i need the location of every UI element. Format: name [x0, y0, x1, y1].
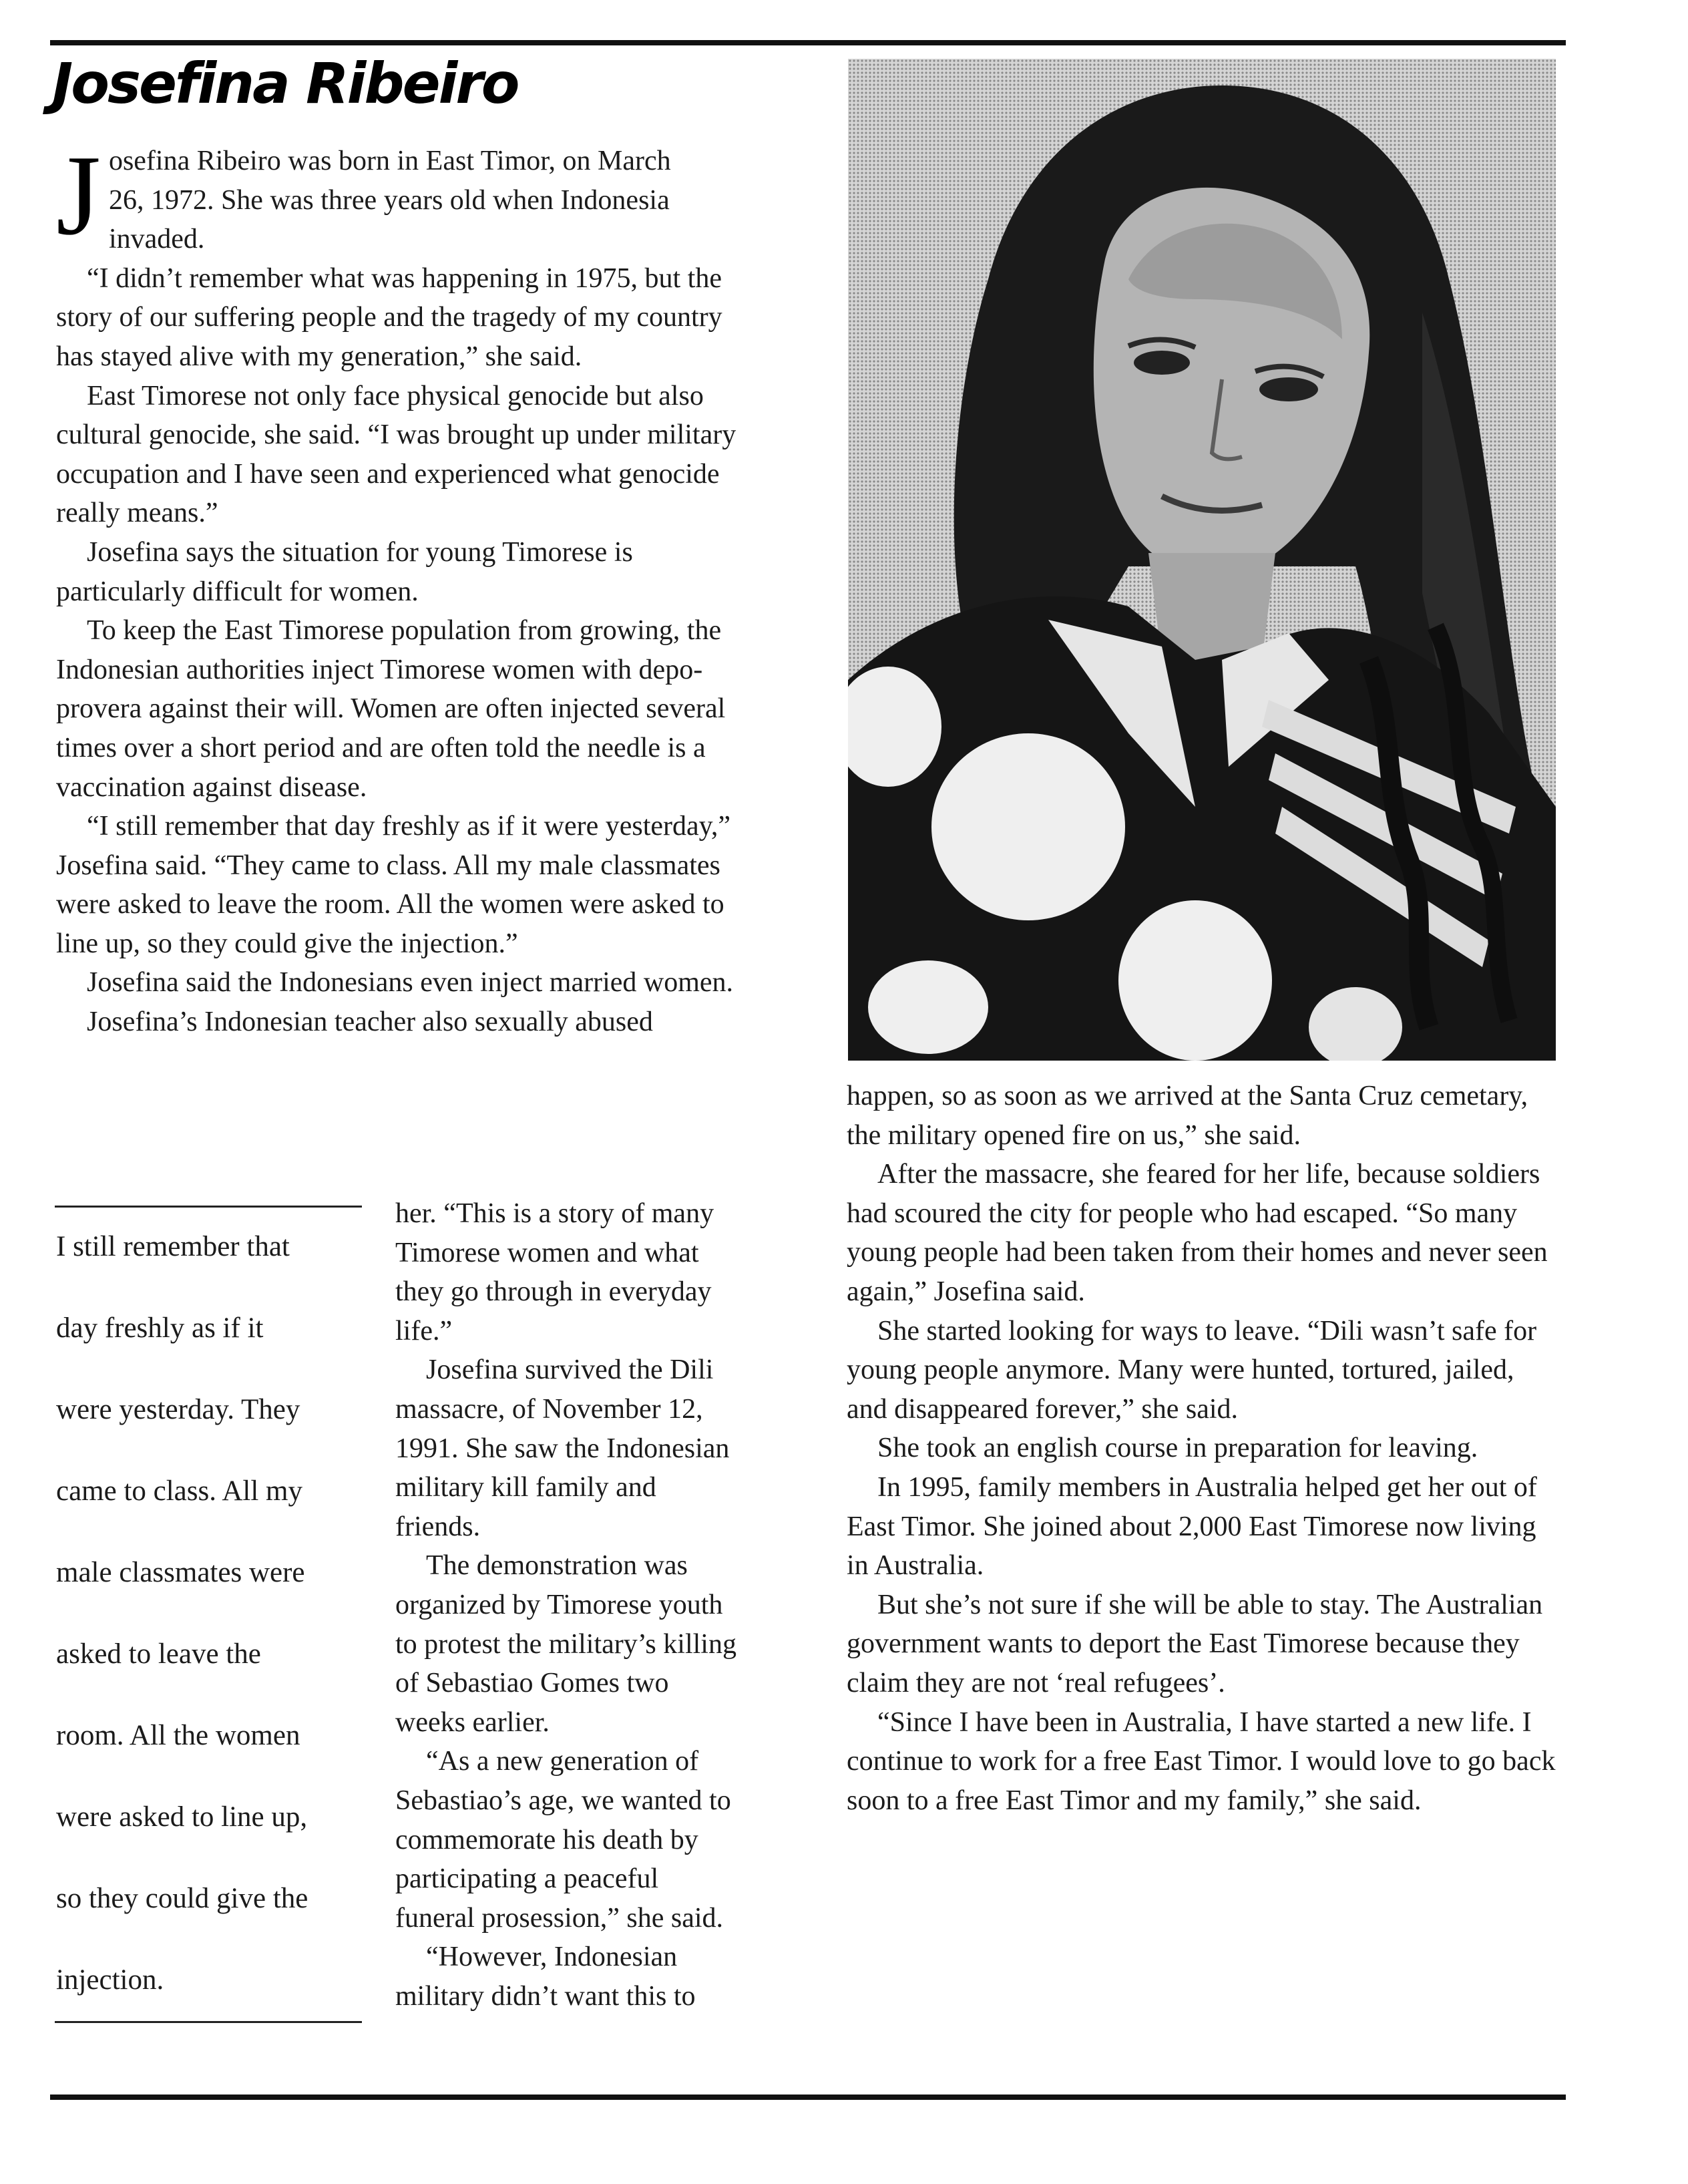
portrait-illustration [848, 59, 1556, 1061]
middle-column [395, 1194, 743, 2016]
top-rule [50, 40, 1566, 45]
pull-quote-bottom-rule [55, 2021, 362, 2023]
paragraph: The demonstration was organized by Timorese youth to protest the military’s killing of Sebastiao Gomes two weeks earlier. [395, 1550, 736, 1738]
paragraph: “I didn’t remember what was happening in 1975, but the story of our suffering people and the tragedy of my country has stayed alive with my generation,” she said. [56, 262, 722, 372]
paragraph: “As a new generation of Sebastiao’s age, we wanted to commemorate his death by participating a peaceful funeral prosession,” she said. [395, 1746, 731, 1934]
headline: Josefina Ribeiro [52, 51, 518, 116]
paragraph: Josefina survived the Dili massacre, of November 12, 1991. She saw the Indonesian military kill family and friends. [395, 1354, 730, 1542]
paragraph: After the massacre, she feared for her life, because soldiers had scoured the city for people who had escaped. “So many young people had been taken from their homes and never seen again,” Josefina said. [847, 1159, 1548, 1307]
pull-quote [55, 1206, 362, 2023]
paragraph: “However, Indonesian military didn’t want this to [395, 1942, 696, 2012]
pull-quote-line: were yesterday. They [56, 1394, 300, 1425]
paragraph: happen, so as soon as we arrived at the Santa Cruz cemetary, the military opened fire on us,” she said. [847, 1081, 1528, 1151]
paragraph: Josefina said the Indonesians even inject married women. [87, 967, 734, 998]
pull-quote-line: room. All the women [56, 1720, 300, 1751]
pull-quote-line: I still remember that [56, 1231, 290, 1262]
paragraph: She took an english course in preparation for leaving. [877, 1433, 1478, 1464]
paragraph: her. “This is a story of many Timorese women and what they go through in everyday life.” [395, 1198, 714, 1346]
pull-quote-line: were asked to line up, [56, 1801, 308, 1833]
left-column [56, 132, 744, 1042]
drop-cap: J [56, 132, 101, 259]
pull-quote-line: day freshly as if it [56, 1312, 264, 1344]
pull-quote-line: asked to leave the [56, 1638, 261, 1670]
intro-line: invaded. [108, 224, 205, 255]
portrait-photo [848, 59, 1556, 1061]
pull-quote-line: so they could give the [56, 1883, 308, 1914]
paragraph: She started looking for ways to leave. “Dili wasn’t safe for young people anymore. Many were hunted, tortured, jailed, and disappeared forever,” she said. [847, 1315, 1537, 1425]
paragraph: East Timorese not only face physical genocide but also cultural genocide, she said. “I was brought up under military occupation and I have seen and experienced what genocide really means.” [56, 380, 736, 529]
bottom-rule [50, 2095, 1566, 2100]
pull-quote-line: male classmates were [56, 1557, 305, 1588]
paragraph: Josefina says the situation for young Timorese is particularly difficult for women. [56, 536, 633, 607]
right-column [847, 1077, 1558, 1820]
paragraph: In 1995, family members in Australia helped get her out of East Timor. She joined about 2,000 East Timorese now living in Australia. [847, 1471, 1537, 1582]
paragraph: Josefina’s Indonesian teacher also sexually abused [87, 1007, 653, 1038]
pull-quote-line: came to class. All my [56, 1475, 303, 1507]
paragraph: To keep the East Timorese population from growing, the Indonesian authorities inject Timorese women with depo-provera against their will. Women are often injected several times over a short period and are often told the needle is a vaccination against disease. [56, 615, 726, 803]
paragraph: But she’s not sure if she will be able to stay. The Australian government wants to deport the East Timorese because they claim they are not ‘real refugees’. [847, 1589, 1543, 1698]
intro-line: 26, 1972. She was three years old when Indonesia [108, 184, 670, 216]
paragraph: “I still remember that day freshly as if it were yesterday,” Josefina said. “They came to class. All my male classmates were asked to leave the room. All the women were asked to line up, so they could give the injection.” [56, 811, 731, 959]
pull-quote-line: injection. [56, 1964, 164, 1996]
paragraph: “Since I have been in Australia, I have started a new life. I continue to work for a free East Timor. I would love to go back soon to a free East Timor and my family,” she said. [847, 1706, 1556, 1816]
intro-line: osefina Ribeiro was born in East Timor, on March [108, 146, 671, 176]
